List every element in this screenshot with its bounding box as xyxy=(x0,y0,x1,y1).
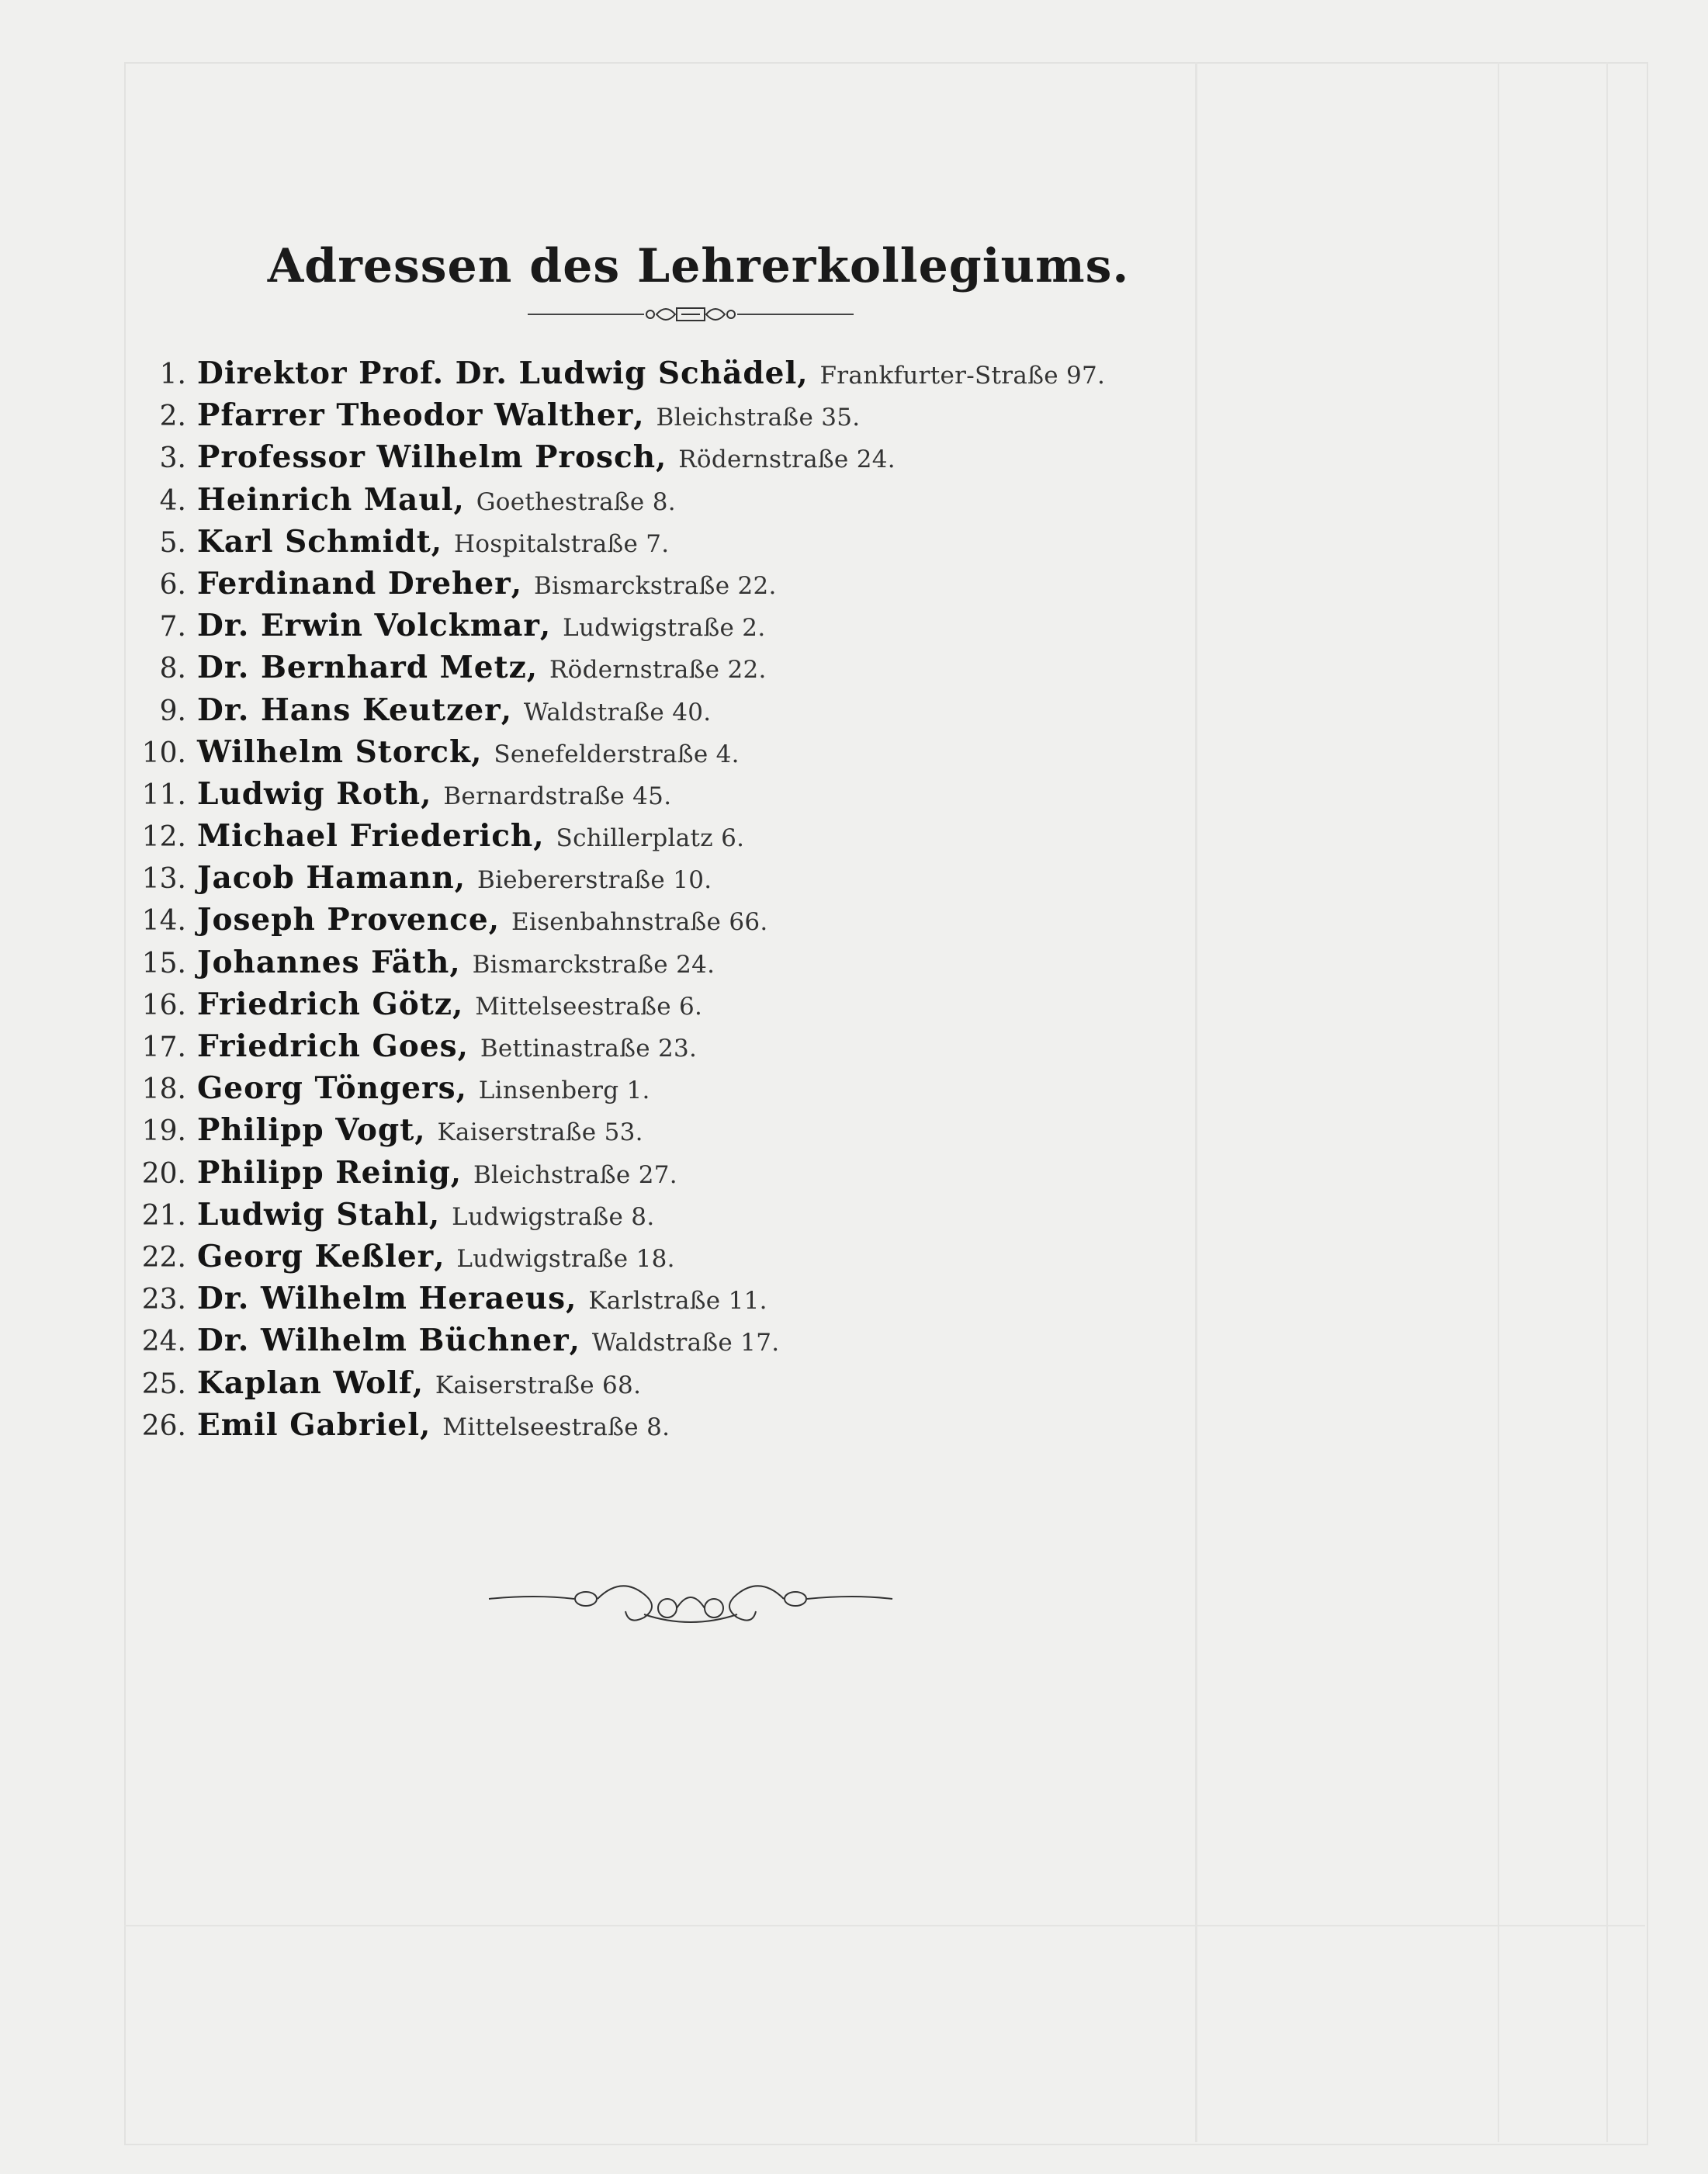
teacher-address: Mittelseestraße 6. xyxy=(475,992,703,1021)
teacher-name: Jacob Hamann xyxy=(197,860,455,896)
teacher-name: Heinrich Maul xyxy=(197,481,454,518)
teacher-address: Bleichstraße 27. xyxy=(473,1160,677,1189)
separator: , xyxy=(501,692,511,727)
entry-number: 10. xyxy=(141,737,186,769)
list-item xyxy=(109,1070,1273,1112)
teacher-name: Professor Wilhelm Prosch xyxy=(197,439,657,476)
teacher-name: Friedrich Götz xyxy=(197,986,452,1022)
bottom-flourish-ornament xyxy=(481,1568,900,1630)
entry-number: 18. xyxy=(141,1073,186,1106)
entry-number: 6. xyxy=(159,568,186,601)
teacher-name: Georg Töngers xyxy=(197,1070,456,1107)
list-item xyxy=(109,524,1273,566)
teacher-address: Waldstraße 40. xyxy=(523,698,712,726)
entry-number: 9. xyxy=(159,695,186,727)
teacher-name: Kaplan Wolf xyxy=(197,1364,413,1401)
entry-number: 8. xyxy=(159,653,186,685)
separator: , xyxy=(633,397,644,433)
list-item xyxy=(109,439,1273,481)
separator: , xyxy=(526,650,538,685)
entry-number: 16. xyxy=(141,989,186,1021)
teacher-name: Karl Schmidt xyxy=(197,523,431,560)
list-item xyxy=(109,397,1273,439)
entry-number: 19. xyxy=(141,1115,186,1148)
teacher-name: Pfarrer Theodor Walther xyxy=(197,397,634,434)
teacher-name: Dr. Wilhelm Büchner xyxy=(197,1323,570,1359)
separator: , xyxy=(431,523,442,559)
separator: , xyxy=(488,902,499,938)
entry-number: 7. xyxy=(159,611,186,643)
teacher-address: Bismarckstraße 24. xyxy=(472,950,715,979)
title-ornament xyxy=(528,295,854,334)
list-item xyxy=(109,860,1273,902)
teacher-name: Dr. Erwin Volckmar xyxy=(197,608,540,644)
list-item xyxy=(109,1365,1273,1407)
teacher-address: Linsenberg 1. xyxy=(478,1077,650,1105)
bleed-through-rule xyxy=(1498,62,1499,2142)
entry-number: 15. xyxy=(141,947,186,980)
bleed-through-rule xyxy=(1606,62,1608,2142)
entry-number: 5. xyxy=(159,526,186,559)
teacher-address: Waldstraße 17. xyxy=(591,1329,780,1357)
teacher-address: Senefelderstraße 4. xyxy=(494,740,740,768)
list-item xyxy=(109,818,1273,860)
separator: , xyxy=(456,1070,466,1106)
separator: , xyxy=(533,818,544,854)
teacher-name: Emil Gabriel xyxy=(197,1406,421,1443)
teacher-name: Philipp Vogt xyxy=(197,1112,415,1149)
teacher-address-list xyxy=(109,355,1273,1449)
teacher-address: Biebererstraße 10. xyxy=(476,866,712,895)
entry-number: 1. xyxy=(159,359,186,390)
teacher-name: Johannes Fäth xyxy=(197,944,450,980)
teacher-name: Philipp Reinig xyxy=(197,1154,451,1191)
separator: , xyxy=(797,355,808,390)
entry-number: 13. xyxy=(141,863,186,896)
separator: , xyxy=(566,1281,577,1316)
teacher-address: Karlstraße 11. xyxy=(588,1287,767,1316)
entry-number: 23. xyxy=(141,1284,186,1316)
teacher-address: Eisenbahnstraße 66. xyxy=(511,908,768,937)
separator: , xyxy=(539,608,551,643)
entry-number: 24. xyxy=(141,1326,186,1358)
teacher-address: Kaiserstraße 68. xyxy=(435,1371,642,1399)
list-item xyxy=(109,1407,1273,1449)
entry-number: 20. xyxy=(141,1157,186,1190)
teacher-name: Direktor Prof. Dr. Ludwig Schädel xyxy=(197,355,798,391)
page-title: Adressen des Lehrerkollegiums. xyxy=(267,239,1130,294)
separator: , xyxy=(428,1196,440,1232)
list-item xyxy=(109,355,1273,397)
teacher-address: Bettinastraße 23. xyxy=(480,1035,698,1063)
list-item xyxy=(109,986,1273,1028)
teacher-address: Bleichstraße 35. xyxy=(656,404,861,432)
teacher-address: Schillerplatz 6. xyxy=(556,824,745,853)
teacher-address: Rödernstraße 24. xyxy=(678,446,896,474)
teacher-address: Ludwigstraße 18. xyxy=(456,1244,675,1273)
teacher-address: Mittelseestraße 8. xyxy=(442,1413,670,1441)
separator: , xyxy=(453,481,464,517)
list-item xyxy=(109,692,1273,734)
list-item xyxy=(109,1112,1273,1154)
teacher-name: Ludwig Stahl xyxy=(197,1196,429,1233)
separator: , xyxy=(412,1364,423,1400)
teacher-name: Dr. Hans Keutzer xyxy=(197,692,501,728)
teacher-address: Bismarckstraße 22. xyxy=(533,571,777,600)
separator: , xyxy=(511,565,521,601)
teacher-name: Friedrich Goes xyxy=(197,1028,458,1064)
entry-number: 22. xyxy=(141,1241,186,1274)
separator: , xyxy=(420,1406,431,1442)
list-item xyxy=(109,734,1273,776)
separator: , xyxy=(471,733,482,769)
separator: , xyxy=(449,944,460,980)
teacher-address: Hospitalstraße 7. xyxy=(453,529,670,558)
separator: , xyxy=(454,860,465,896)
teacher-address: Rödernstraße 22. xyxy=(549,656,767,685)
separator: , xyxy=(434,1238,445,1274)
teacher-address: Kaiserstraße 53. xyxy=(437,1118,643,1147)
separator: , xyxy=(450,1154,461,1190)
list-item xyxy=(109,1155,1273,1197)
teacher-name: Michael Friederich xyxy=(197,818,534,855)
bleed-through-rule xyxy=(124,1925,1645,1926)
list-item xyxy=(109,1239,1273,1281)
entry-number: 21. xyxy=(141,1199,186,1232)
entry-number: 11. xyxy=(141,778,186,811)
teacher-name: Wilhelm Storck xyxy=(197,733,472,770)
list-item xyxy=(109,566,1273,608)
separator: , xyxy=(656,439,667,475)
list-item xyxy=(109,608,1273,650)
separator: , xyxy=(414,1112,425,1148)
teacher-name: Joseph Provence xyxy=(197,902,489,938)
teacher-address: Ludwigstraße 2. xyxy=(563,614,766,643)
list-item xyxy=(109,902,1273,944)
entry-number: 17. xyxy=(141,1032,186,1063)
teacher-name: Dr. Wilhelm Heraeus xyxy=(197,1281,566,1317)
entry-number: 14. xyxy=(141,905,186,938)
teacher-name: Ferdinand Dreher xyxy=(197,565,511,602)
entry-number: 4. xyxy=(159,484,186,517)
teacher-name: Dr. Bernhard Metz xyxy=(197,650,527,686)
entry-number: 2. xyxy=(159,400,186,433)
entry-number: 3. xyxy=(159,442,186,475)
separator: , xyxy=(452,986,463,1021)
separator: , xyxy=(457,1028,468,1063)
separator: , xyxy=(421,775,431,811)
list-item xyxy=(109,945,1273,986)
list-item xyxy=(109,1197,1273,1239)
teacher-address: Bernardstraße 45. xyxy=(443,782,672,810)
teacher-address: Ludwigstraße 8. xyxy=(452,1202,655,1231)
list-item xyxy=(109,482,1273,524)
list-item xyxy=(109,1281,1273,1323)
teacher-name: Georg Keßler xyxy=(197,1238,435,1274)
entry-number: 12. xyxy=(141,821,186,854)
list-item xyxy=(109,1323,1273,1364)
teacher-address: Goethestraße 8. xyxy=(476,487,676,516)
list-item xyxy=(109,776,1273,818)
list-item xyxy=(109,1028,1273,1070)
list-item xyxy=(109,650,1273,692)
separator: , xyxy=(569,1323,580,1358)
teacher-name: Ludwig Roth xyxy=(197,775,421,812)
teacher-address: Frankfurter-Straße 97. xyxy=(819,362,1106,390)
entry-number: 26. xyxy=(141,1409,186,1442)
entry-number: 25. xyxy=(141,1368,186,1400)
